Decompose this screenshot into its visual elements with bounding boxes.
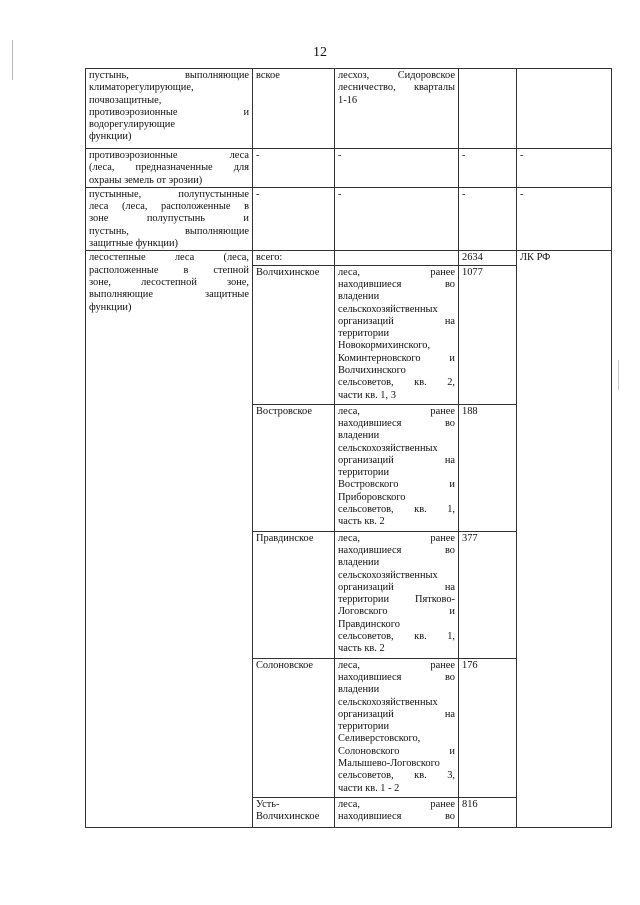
text-line: организаций на xyxy=(338,454,455,466)
area-cell: - xyxy=(459,149,517,188)
location-cell xyxy=(335,404,459,531)
text-line: охраны земель от эрозии) xyxy=(89,174,203,186)
category-cell xyxy=(86,251,253,827)
text-line: Волчихинского xyxy=(338,365,406,377)
text-line: водорегулирующие xyxy=(89,119,175,131)
forestry-name: Правдинское xyxy=(253,531,335,658)
area-cell: - xyxy=(459,187,517,250)
text-line: Востровского и xyxy=(338,479,455,491)
table-row xyxy=(86,149,612,188)
location-cell xyxy=(335,69,459,149)
scan-mark xyxy=(12,40,13,80)
area-cell xyxy=(459,69,517,149)
text-line: зоне полупустынь и xyxy=(89,213,249,225)
location-cell xyxy=(335,265,459,404)
text-line: климаторегулирующие, xyxy=(89,82,194,94)
text-line: сельсоветов, кв. 2, xyxy=(338,377,455,389)
forestry-name: Востровское xyxy=(253,404,335,531)
text-line: расположенные в степной xyxy=(89,264,249,276)
text-line: Селиверстовского, xyxy=(338,733,421,745)
text-line: почвозащитные, xyxy=(89,94,162,106)
text-line: Правдинского xyxy=(338,618,400,630)
text-line: территории Пятково- xyxy=(338,594,455,606)
text-line: пустынь, выполняющие xyxy=(89,70,249,81)
text-line: сельскохозяйственных xyxy=(338,696,438,708)
text-line: находившиеся во xyxy=(338,417,455,429)
text-line: находившиеся во xyxy=(338,544,455,556)
text-line: функции) xyxy=(89,131,132,143)
text-line: противоэрозионные и xyxy=(89,106,249,118)
forestry-cell: - xyxy=(253,187,335,250)
text-line: сельсоветов, кв. 1, xyxy=(338,631,455,643)
area-cell: 377 xyxy=(459,531,517,658)
forestry-name: Усть-Волчихинское xyxy=(253,797,335,827)
basis-cell: - xyxy=(517,149,612,188)
text-line: леса (леса, расположенные в xyxy=(89,201,249,213)
text-line: части кв. 1, 3 xyxy=(338,389,396,401)
text-line: часть кв. 2 xyxy=(338,516,385,528)
text-line: леса, ранее xyxy=(338,798,455,810)
text-line: организаций на xyxy=(338,581,455,593)
text-line: леса, ранее xyxy=(338,266,455,278)
text-line: сельскохозяйственных xyxy=(338,303,438,315)
category-cell xyxy=(86,69,253,149)
total-label: всего: xyxy=(253,251,335,265)
table-row xyxy=(86,187,612,250)
forest-table xyxy=(85,68,612,828)
category-cell xyxy=(86,149,253,188)
area-cell: 816 xyxy=(459,797,517,827)
text-line: пустынь, выполняющие xyxy=(89,225,249,237)
location-cell: - xyxy=(335,187,459,250)
text-line: Логовского и xyxy=(338,606,455,618)
text-line: Новокормихинского, xyxy=(338,340,431,352)
table-row xyxy=(86,69,612,149)
text-line: владении xyxy=(338,684,380,696)
basis-cell: ЛК РФ xyxy=(517,251,612,827)
text-line: (леса, предназначенные для xyxy=(89,162,249,174)
text-line: леса, ранее xyxy=(338,405,455,417)
text-line: территории xyxy=(338,467,390,479)
text-line: сельскохозяйственных xyxy=(338,569,438,581)
page-number: 12 xyxy=(313,45,327,60)
text-line: 1-16 xyxy=(338,94,358,106)
text-line: леса, ранее xyxy=(338,532,455,544)
text-line: владении xyxy=(338,430,380,442)
text-line: Малышево-Логовского xyxy=(338,758,440,770)
text-line: сельсоветов, кв. 3, xyxy=(338,770,455,782)
forestry-cell: вское xyxy=(253,69,335,149)
text-line: находившиеся во xyxy=(338,671,455,683)
text-line: зоне, лесостепной зоне, xyxy=(89,276,249,288)
text-line: территории xyxy=(338,721,390,733)
area-cell: 1077 xyxy=(459,265,517,404)
text-line: находившиеся во xyxy=(338,810,455,822)
location-cell xyxy=(335,251,459,265)
text-line: владении xyxy=(338,291,380,303)
text-line: функции) xyxy=(89,301,132,313)
text-line: лесхоз, Сидоровское xyxy=(338,70,455,81)
text-line: защитные функции) xyxy=(89,238,178,250)
forestry-cell: - xyxy=(253,149,335,188)
text-line: Солоновского и xyxy=(338,745,455,757)
text-line: Приборовского xyxy=(338,491,406,503)
basis-cell: - xyxy=(517,187,612,250)
text-line: сельсоветов, кв. 1, xyxy=(338,504,455,516)
text-line: организаций на xyxy=(338,315,455,327)
location-cell xyxy=(335,658,459,797)
total-area: 2634 xyxy=(459,251,517,265)
table-row xyxy=(86,251,612,265)
text-line: организаций на xyxy=(338,708,455,720)
text-line: находившиеся во xyxy=(338,278,455,290)
text-line: сельскохозяйственных xyxy=(338,442,438,454)
text-line: Коминтерновского и xyxy=(338,352,455,364)
location-cell: - xyxy=(335,149,459,188)
forestry-name: Волчихинское xyxy=(253,265,335,404)
text-line: противоэрозионные леса xyxy=(89,150,249,161)
scan-mark xyxy=(618,360,619,390)
text-line: лесничество, кварталы xyxy=(338,82,455,94)
category-cell xyxy=(86,187,253,250)
text-line: территории xyxy=(338,328,390,340)
location-cell xyxy=(335,797,459,827)
text-line: пустынные, полупустынные xyxy=(89,188,249,200)
text-line: часть кв. 2 xyxy=(338,643,385,655)
text-line: владении xyxy=(338,557,380,569)
location-cell xyxy=(335,531,459,658)
text-line: части кв. 1 - 2 xyxy=(338,782,400,794)
area-cell: 188 xyxy=(459,404,517,531)
area-cell: 176 xyxy=(459,658,517,797)
text-line: лесостепные леса (леса, xyxy=(89,252,249,264)
text-line: выполняющие защитные xyxy=(89,289,249,301)
forestry-name: Солоновское xyxy=(253,658,335,797)
text-line: леса, ранее xyxy=(338,659,455,671)
basis-cell xyxy=(517,69,612,149)
